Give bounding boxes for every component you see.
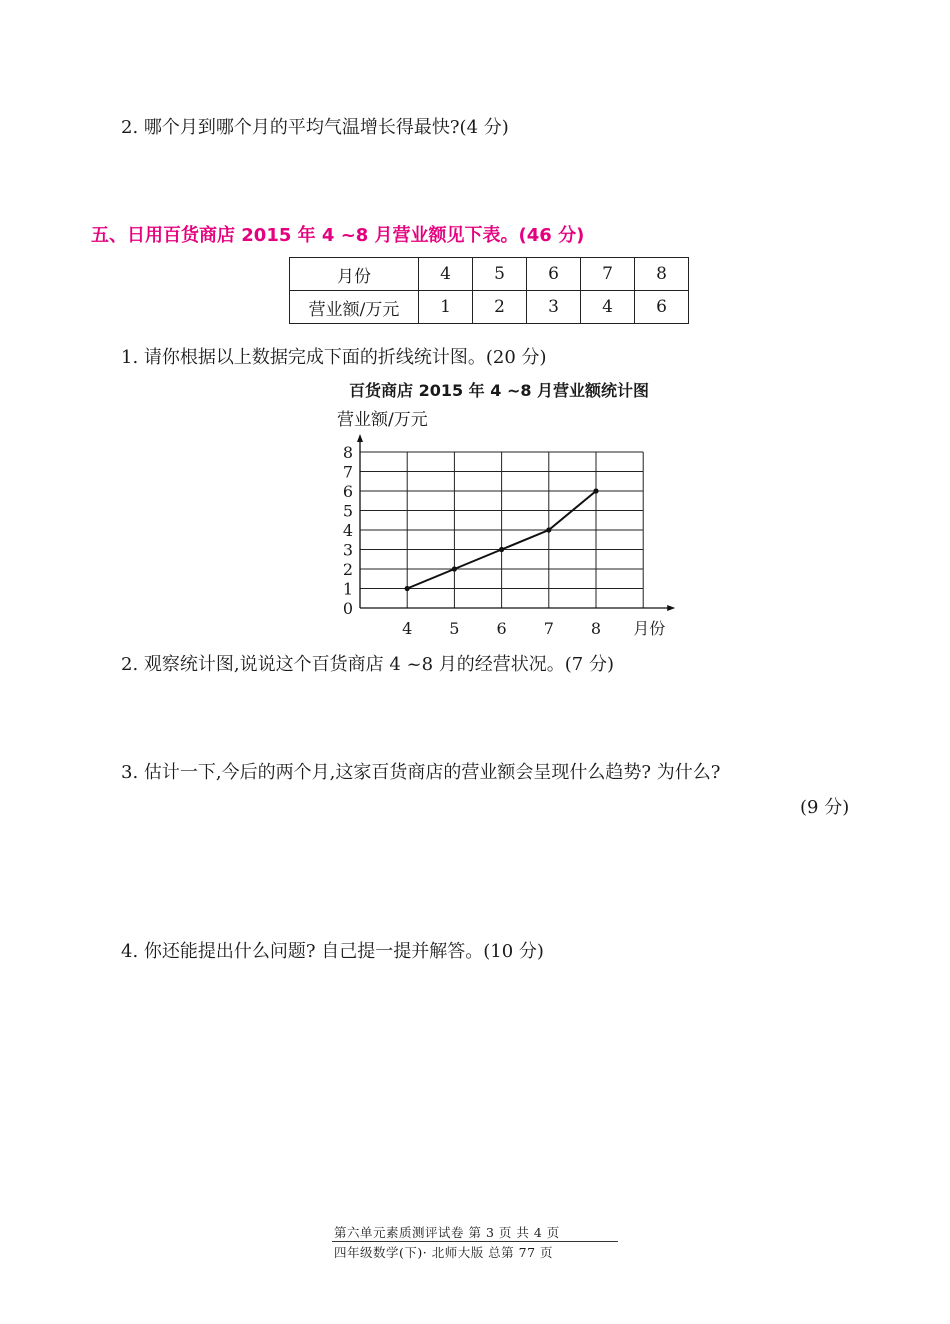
y-tick-label: 4 xyxy=(342,521,354,540)
row-header-month: 月份 xyxy=(290,258,419,291)
footer-line-2: 四年级数学(下)· 北师大版 总第 77 页 xyxy=(334,1245,554,1260)
data-point xyxy=(593,488,598,493)
footer-line-1: 第六单元素质测评试卷 第 3 页 共 4 页 xyxy=(334,1225,560,1240)
x-tick-label: 7 xyxy=(543,619,554,638)
y-tick-label: 6 xyxy=(342,482,354,501)
table-cell: 4 xyxy=(419,258,473,291)
x-tick-label: 5 xyxy=(449,619,460,638)
x-tick-label: 6 xyxy=(496,619,507,638)
table-cell: 3 xyxy=(527,291,581,324)
y-tick-label: 0 xyxy=(342,599,354,618)
table-cell: 8 xyxy=(635,258,689,291)
question-1: 1. 请你根据以上数据完成下面的折线统计图。(20 分) xyxy=(121,347,547,368)
data-point xyxy=(405,586,410,591)
table-cell: 6 xyxy=(527,258,581,291)
line-chart xyxy=(320,400,700,645)
question-2: 2. 观察统计图,说说这个百货商店 4 ~8 月的经营状况。(7 分) xyxy=(121,654,614,675)
x-axis-arrow-icon xyxy=(667,605,675,611)
y-axis-label: 营业额/万元 xyxy=(337,410,428,430)
table-cell: 6 xyxy=(635,291,689,324)
x-axis-label: 月份 xyxy=(633,619,666,638)
x-tick-label: 4 xyxy=(402,619,413,638)
x-tick-label: 8 xyxy=(590,619,602,638)
table-cell: 7 xyxy=(581,258,635,291)
chart-title: 百货商店 2015 年 4 ~8 月营业额统计图 xyxy=(349,381,650,400)
table-row-months xyxy=(290,258,689,291)
revenue-table xyxy=(289,257,689,324)
table-row-revenue xyxy=(290,291,689,324)
table-cell: 4 xyxy=(581,291,635,324)
y-tick-label: 5 xyxy=(342,501,354,521)
table-cell: 2 xyxy=(473,291,527,324)
y-tick-label: 8 xyxy=(342,443,354,462)
data-point xyxy=(499,547,504,552)
y-tick-label: 3 xyxy=(342,540,354,560)
y-axis-arrow-icon xyxy=(357,434,363,442)
table-cell: 5 xyxy=(473,258,527,291)
question-3-score: (9 分) xyxy=(800,797,850,818)
y-tick-label: 1 xyxy=(342,579,354,599)
section-5-heading: 五、日用百货商店 2015 年 4 ~8 月营业额见下表。(46 分) xyxy=(91,225,585,246)
question-2-prev: 2. 哪个月到哪个月的平均气温增长得最快?(4 分) xyxy=(121,117,509,138)
row-header-revenue: 营业额/万元 xyxy=(290,291,419,324)
y-tick-label: 2 xyxy=(342,560,354,579)
question-3: 3. 估计一下,今后的两个月,这家百货商店的营业额会呈现什么趋势? 为什么? xyxy=(121,762,721,783)
table-cell: 1 xyxy=(419,291,473,324)
y-tick-label: 7 xyxy=(342,462,354,482)
question-4: 4. 你还能提出什么问题? 自己提一提并解答。(10 分) xyxy=(121,941,544,962)
data-point xyxy=(452,566,457,571)
footer-divider xyxy=(332,1241,618,1242)
data-point xyxy=(546,527,551,532)
